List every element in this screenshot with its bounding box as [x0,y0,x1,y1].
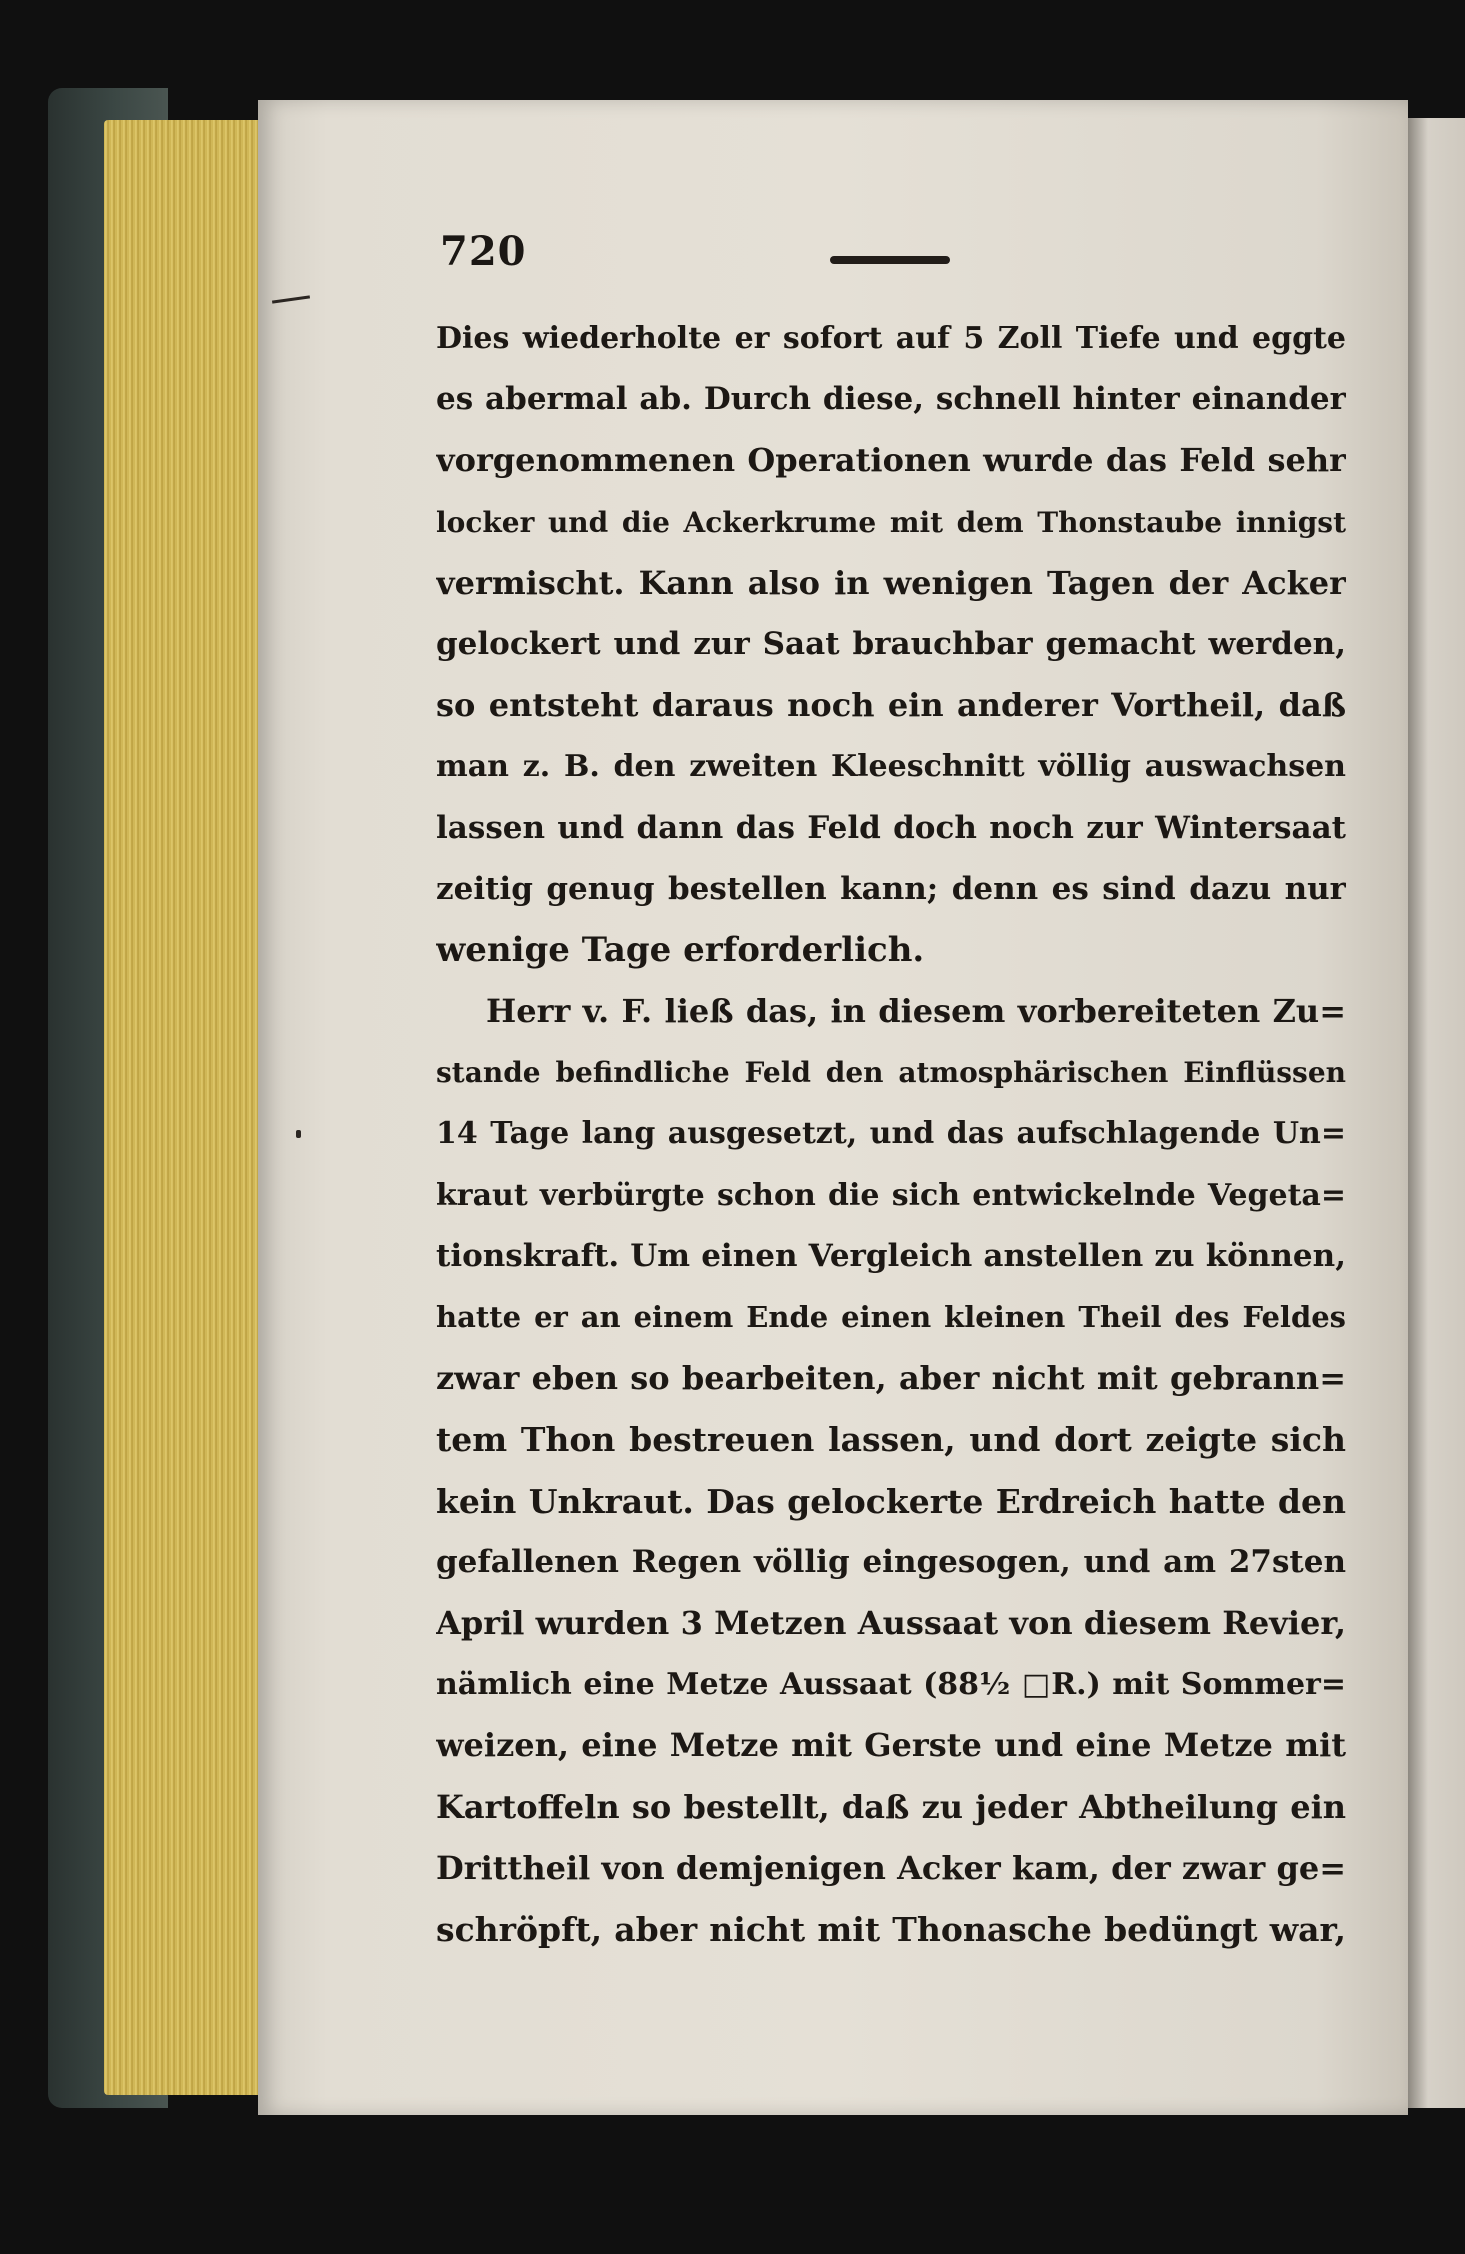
text-line: 14 Tage lang ausgesetzt, und das aufschlagende Un= [436,1116,1346,1152]
text-line: gefallenen Regen völlig eingesogen, und am 27sten [436,1543,1346,1580]
margin-mark [296,1130,301,1138]
text-line: vorgenommenen Operationen wurde das Feld sehr [436,441,1346,480]
text-line: kraut verbürgte schon die sich entwickelnde Vegeta= [436,1177,1346,1213]
text-line: zeitig genug bestellen kann; denn es sind dazu nur [436,870,1346,907]
text-line: April wurden 3 Metzen Aussaat von diesem Revier, [436,1603,1346,1642]
text-line: gelockert und zur Saat brauchbar gemacht werden, [436,625,1346,662]
text-line: lassen und dann das Feld doch noch zur Wintersaat [436,809,1346,846]
text-line: wenige Tage erforderlich. [436,929,925,970]
text-line: zwar eben so bearbeiten, aber nicht mit gebrann= [436,1359,1346,1398]
text-line: hatte er an einem Ende einen kleinen Theil des Feldes [436,1300,1346,1334]
text-line: Herr v. F. ließ das, in diesem vorbereiteten Zu= [486,992,1346,1031]
gilt-page-edges [104,120,264,2095]
text-line: Dies wiederholte er sofort auf 5 Zoll Tiefe und eggte [436,321,1346,356]
text-line: Drittheil von demjenigen Acker kam, der zwar ge= [436,1848,1346,1887]
text-line: locker und die Ackerkrume mit dem Thonstaube innigst [436,505,1346,539]
text-line: Kartoffeln so bestellt, daß zu jeder Abtheilung ein [436,1787,1346,1826]
text-line: tem Thon bestreuen lassen, und dort zeigte sich [436,1420,1346,1460]
text-line: nämlich eine Metze Aussaat (88½ □R.) mit Sommer= [436,1667,1346,1703]
text-line: so entsteht daraus noch ein anderer Vortheil, daß [436,686,1346,725]
text-line: schröpft, aber nicht mit Thonasche bedüngt war, [436,1909,1346,1949]
text-line: stande befindliche Feld den atmosphärischen Einflüssen [436,1056,1346,1090]
text-line: tionskraft. Um einen Vergleich anstellen zu können, [436,1237,1346,1274]
page-header [440,228,960,288]
header-ornament-rule [830,256,950,264]
text-line: es abermal ab. Durch diese, schnell hinter einander [436,381,1346,418]
paragraph [436,981,1346,1960]
page-text-body [436,308,1346,1960]
text-line: weizen, eine Metze mit Gerste und eine Metze mit [436,1726,1346,1765]
paragraph [436,308,1346,981]
text-line: vermischt. Kann also in wenigen Tagen der Acker [436,563,1346,602]
adjacent-page-edge [1408,118,1465,2108]
text-line: man z. B. den zweiten Kleeschnitt völlig auswachsen [436,749,1346,785]
page-number: 720 [440,228,527,275]
text-line: kein Unkraut. Das gelockerte Erdreich hatte den [436,1481,1346,1521]
